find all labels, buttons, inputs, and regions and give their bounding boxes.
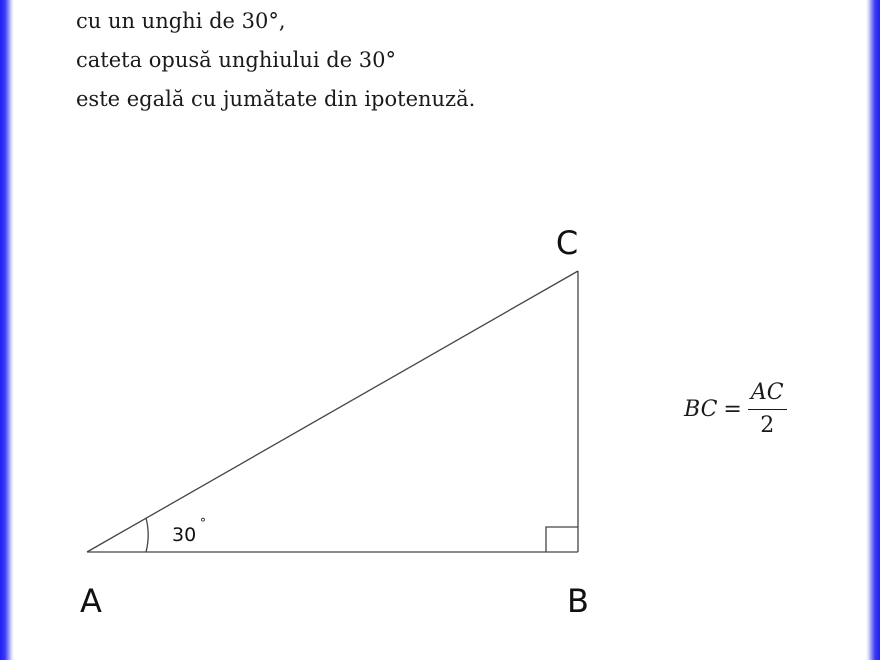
vertex-label-a: A — [80, 582, 102, 620]
vertex-label-c: C — [555, 224, 579, 262]
formula-numerator: AC — [748, 380, 787, 410]
angle-arc — [146, 518, 148, 552]
vertex-label-b: B — [567, 582, 589, 620]
theorem-line-1: cu un unghi de 30°, — [76, 9, 286, 33]
angle-degree-sign: ° — [200, 516, 206, 530]
formula — [684, 380, 787, 439]
formula-equals: = — [723, 397, 742, 422]
theorem-line-3: este egală cu jumătate din ipotenuză. — [76, 87, 476, 111]
formula-denominator: 2 — [760, 413, 775, 438]
formula-lhs: BC — [684, 397, 718, 422]
formula-fraction — [748, 380, 787, 439]
side-ac-hypotenuse — [87, 271, 578, 552]
right-angle-marker — [546, 527, 578, 552]
theorem-line-2: cateta opusă unghiului de 30° — [76, 48, 397, 72]
angle-label: 30 — [172, 524, 197, 546]
